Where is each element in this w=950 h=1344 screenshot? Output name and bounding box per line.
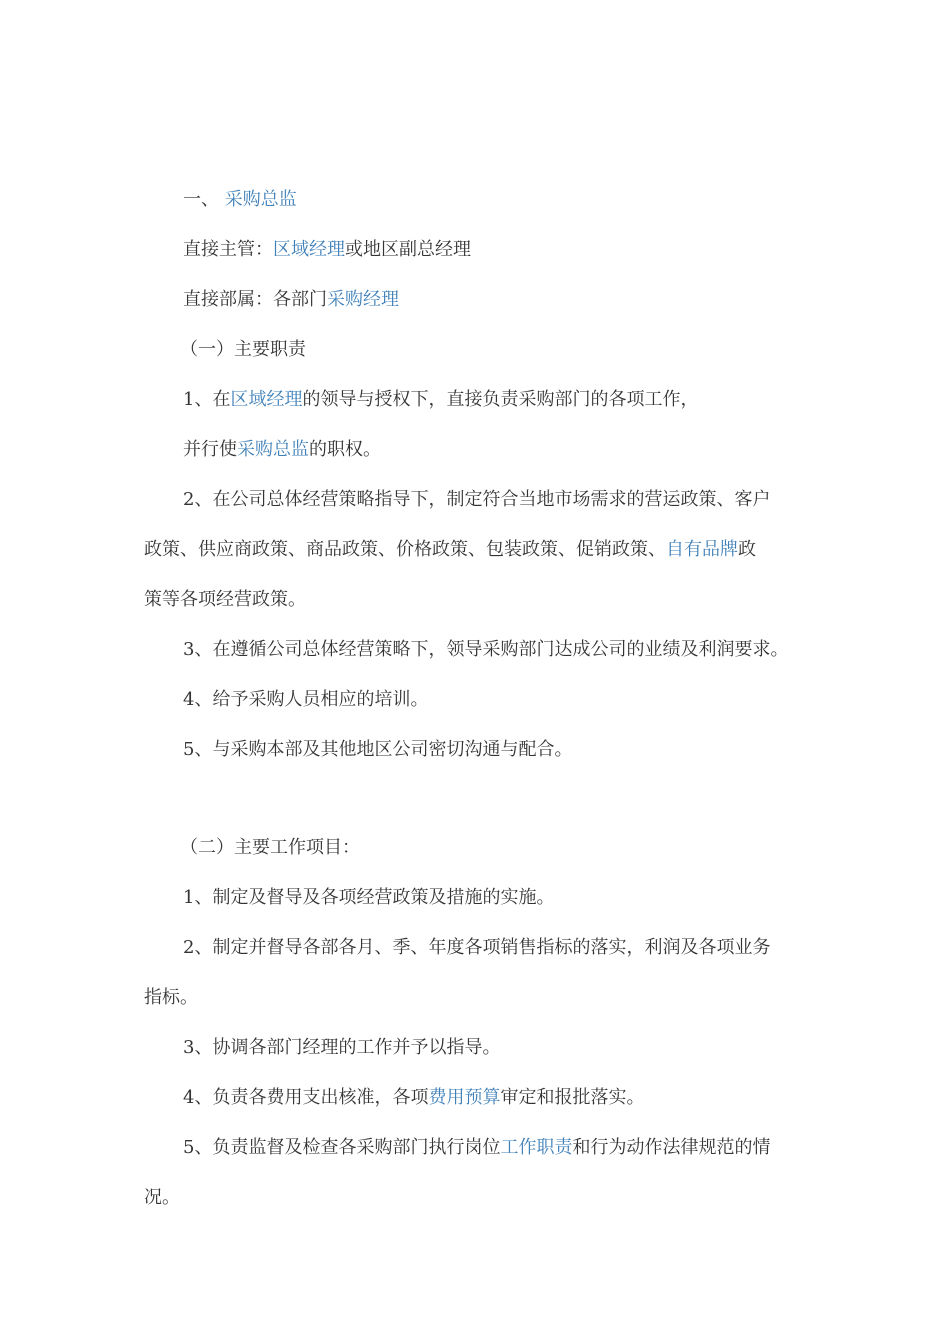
paragraph-line: [183, 638, 788, 662]
text-span: 况。: [144, 1187, 180, 1208]
text-span: （二）主要工作项目：: [180, 837, 360, 858]
text-span: 4、给予采购人员相应的培训。: [183, 689, 429, 710]
text-span: 指标。: [144, 987, 198, 1008]
paragraph-line: [183, 886, 554, 910]
paragraph-line: [183, 738, 572, 762]
paragraph-line: [144, 986, 198, 1010]
link-job-responsibilities[interactable]: 工作职责: [500, 1137, 573, 1158]
text-span: 直接主管：: [183, 239, 273, 260]
direct-supervisor-line: [183, 238, 471, 262]
link-purchasing-manager[interactable]: 采购经理: [327, 289, 399, 310]
link-purchasing-director[interactable]: 采购总监: [237, 439, 309, 460]
heading-number: 一、: [183, 189, 225, 210]
text-span: 或地区副总经理: [345, 239, 471, 260]
text-span: （一）主要职责: [180, 339, 306, 360]
paragraph-line: [144, 588, 306, 612]
paragraph-line: [183, 1136, 770, 1160]
text-span: 政策、供应商政策、商品政策、价格政策、包装政策、促销政策、: [144, 539, 666, 560]
text-span: 3、协调各部门经理的工作并予以指导。: [183, 1037, 501, 1058]
text-span: 的职权。: [309, 439, 381, 460]
text-span: 策等各项经营政策。: [144, 589, 306, 610]
text-span: 2、在公司总体经营策略指导下，制定符合当地市场需求的营运政策、客户: [183, 489, 771, 510]
link-regional-manager[interactable]: 区域经理: [230, 389, 303, 410]
paragraph-line: [183, 488, 770, 512]
text-span: 并行使: [183, 439, 237, 460]
text-span: 审定和报批落实。: [500, 1087, 645, 1108]
text-span: 的领导与授权下，直接负责采购部门的各项工作，: [302, 389, 699, 410]
paragraph-line: [183, 1036, 500, 1060]
link-expense-budget[interactable]: 费用预算: [428, 1087, 501, 1108]
section-heading: [183, 188, 297, 212]
paragraph-line: [183, 688, 428, 712]
subsection-heading-work-items: [180, 836, 360, 860]
link-private-brand[interactable]: 自有品牌: [666, 539, 738, 560]
subsection-heading-responsibilities: [180, 338, 306, 362]
paragraph-line: [144, 538, 756, 562]
text-span: 3、在遵循公司总体经营策略下，领导采购部门达成公司的业绩及利润要求。: [183, 639, 789, 660]
link-regional-manager[interactable]: 区域经理: [273, 239, 345, 260]
text-span: 1、在: [183, 389, 231, 410]
paragraph-line: [183, 438, 381, 462]
link-purchasing-director[interactable]: 采购总监: [224, 189, 297, 210]
paragraph-line: [183, 936, 770, 960]
text-span: 政: [738, 539, 756, 560]
text-span: 和行为动作法律规范的情: [572, 1137, 771, 1158]
paragraph-line: [183, 1086, 644, 1110]
text-span: 4、负责各费用支出核准，各项: [183, 1087, 429, 1108]
text-span: 5、负责监督及检查各采购部门执行岗位: [183, 1137, 501, 1158]
paragraph-line: [144, 1186, 180, 1210]
paragraph-line: [183, 388, 698, 412]
text-span: 直接部属：各部门: [183, 289, 327, 310]
text-span: 2、制定并督导各部各月、季、年度各项销售指标的落实，利润及各项业务: [183, 937, 771, 958]
text-span: 1、制定及督导及各项经营政策及措施的实施。: [183, 887, 555, 908]
text-span: 5、与采购本部及其他地区公司密切沟通与配合。: [183, 739, 573, 760]
direct-subordinate-line: [183, 288, 399, 312]
